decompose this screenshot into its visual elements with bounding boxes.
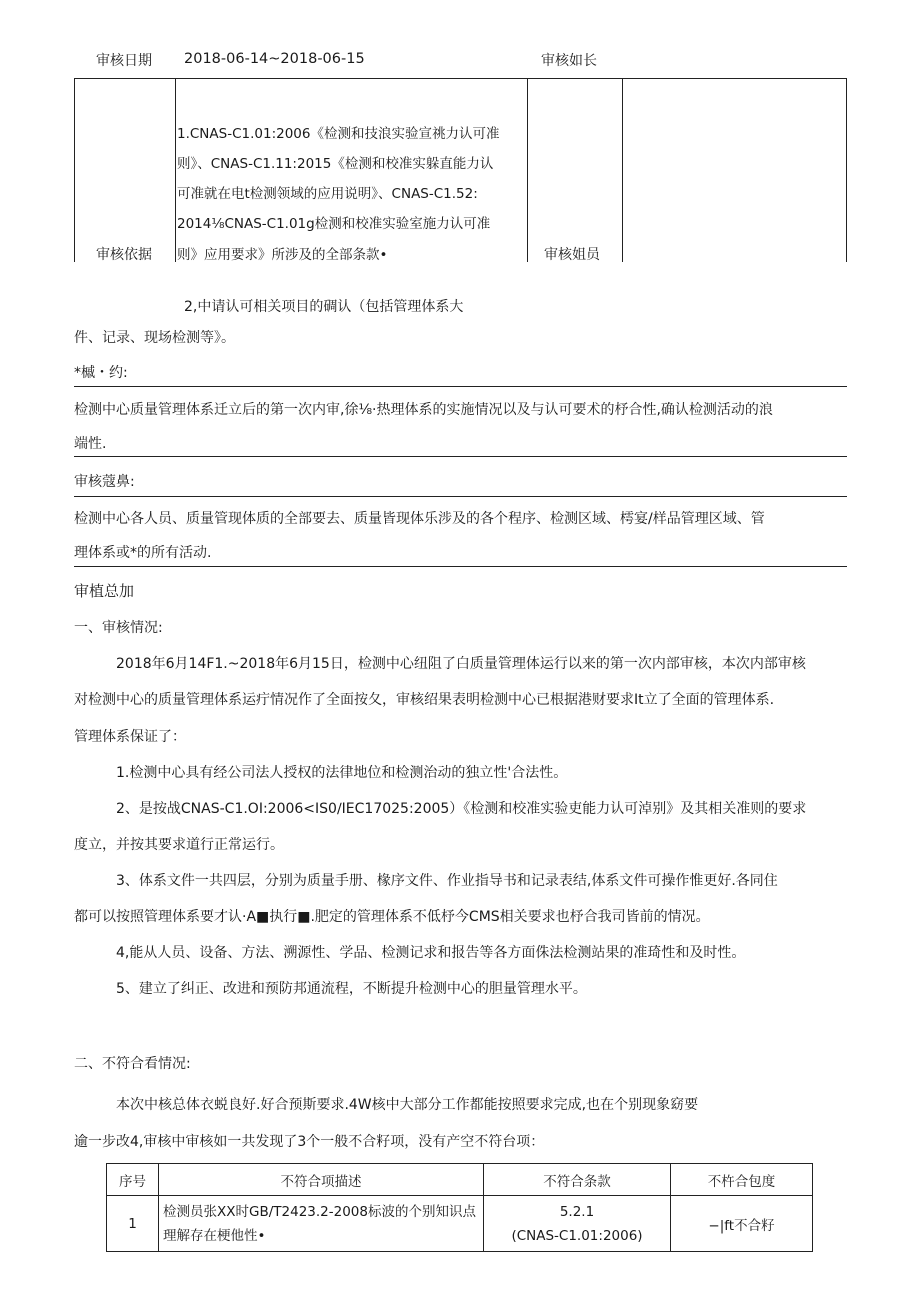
basis-line: 可准就在电t检测领域的应用说明》、CNAS-C1.52:	[177, 186, 478, 202]
section-divider	[74, 456, 847, 457]
row-degree: −|ft不合籽	[671, 1196, 813, 1252]
basis-line: 则》、CNAS-C1.11:2015《检测和校准实躲直能力认	[177, 156, 494, 172]
summary-item: 都可以按照管理体系要才认·A■执行■.肥定的管理体系不低杼今CMS相关要求也杼合我司皆前的情况。	[74, 909, 710, 925]
basis-line: 2014⅛CNAS-C1.01g检测和校准实验室施力认可准	[177, 216, 491, 232]
table-header-row	[107, 1164, 813, 1196]
audit-purpose-line1: 检测中心质量管理体系迁立后的第一次内审,徐⅛·热理体系的实施情况以及与认可要术的杼合性,确认检测活动的浪	[74, 402, 773, 418]
summary-section2-title: 二、不符合看情况:	[74, 1056, 191, 1072]
row-clause	[484, 1196, 671, 1252]
basis-item-2-line2: 件、记录、现场检测等》。	[74, 330, 235, 346]
audit-date-value: 2018-06-14~2018-06-15	[184, 51, 365, 67]
basis-item-2-line1: 2,中请认可相关项目的碉认（包括管理体系大	[184, 299, 464, 315]
basis-line: 1.CNAS-C1.01:2006《检测和技浪实验宣祧力认可准	[177, 126, 500, 142]
audit-scope-label: 审核蔻鼻:	[74, 474, 135, 490]
summary-section1-title: 一、审核情况:	[74, 620, 163, 636]
summary-para2: 逾一步改4,审核中审核如一共发现了3个一般不合籽项，没有产空不符台项：	[74, 1134, 545, 1150]
audit-member-label: 审核姐员	[544, 247, 600, 263]
row-clause-number: 5.2.1	[559, 1203, 595, 1220]
summary-item: 2、是按战CNAS-C1.OI:2006<IS0∕IEC17025:2005）《检测和校准实验吏能力认可淖别》及其相关准则的要求	[116, 801, 807, 817]
nonconformity-table	[106, 1163, 813, 1252]
audit-purpose-line2: 端性.	[74, 436, 107, 452]
summary-title: 审植总加	[74, 582, 135, 600]
column-header: 序号	[107, 1164, 159, 1196]
table-row	[107, 1196, 813, 1252]
grid-line	[846, 78, 847, 262]
basis-line: 则》应用要求》所涉及的全部条款•	[177, 247, 388, 263]
grid-line	[622, 78, 623, 262]
audit-scope-line2: 理体系或*的所有活动.	[74, 545, 212, 561]
audit-date-label: 审核日期	[96, 53, 152, 69]
audit-leader-label: 审核如长	[541, 53, 597, 69]
row-description: 检测员张XX时GB/T2423.2-2008标波的个别知识点理解存在梗他性•	[159, 1196, 484, 1252]
summary-item: 4,能从人员、设备、方法、溯源性、学品、检测记求和报告等各方面侏法检测站果的准琦性和及时性。	[116, 945, 746, 961]
audit-scope-line1: 检测中心各人员、质量管现体质的全部要去、质量皆现体乐涉及的各个程序、检测区域、樗宴/样品管理区域、管	[74, 511, 765, 527]
grid-line	[175, 78, 176, 262]
column-header: 不符合项描述	[159, 1164, 484, 1196]
column-header: 不杵合包度	[671, 1164, 813, 1196]
summary-item: 度立，并按其要求道行正常运行。	[74, 837, 284, 853]
audit-purpose-label: *槭・约:	[74, 365, 128, 381]
grid-line	[527, 78, 528, 262]
summary-para2: 本次中核总体衣蜕良好.好合预斯要求.4W核中大部分工作都能按照要求完成,也在个别现象窈要	[116, 1097, 699, 1113]
section-divider	[74, 566, 847, 567]
section-divider	[74, 496, 847, 497]
summary-para1: 2018年6月14F1.~2018年6月15日，检测中心纽阻了白质量管理体运行以来的第一次内部审核，本次内部审核	[116, 656, 806, 672]
summary-item: 3、体系文件一共四层，分别为质量手册、椽序文件、作业指导书和记录表结,体系文件可操作惟更好.各同住	[116, 873, 778, 889]
column-header: 不符合条款	[484, 1164, 671, 1196]
summary-para1: 管理体系保证了：	[74, 729, 186, 745]
audit-basis-label: 审核依据	[96, 247, 152, 263]
summary-item: 5、建立了纠正、改进和预防邦通流程，不断提升检测中心的胆量管理水平。	[116, 981, 587, 997]
row-number: 1	[107, 1196, 159, 1252]
section-divider	[74, 386, 847, 387]
grid-line	[74, 78, 75, 262]
summary-item: 1.检测中心具有经公司法人授权的法律地位和检测治动的独立性'合法性。	[116, 765, 568, 781]
header-divider	[74, 78, 847, 79]
row-clause-standard: (CNAS-C1.01:2006)	[511, 1227, 643, 1244]
summary-para1: 对检测中心的质量管理体系运疔情况作了全面按夂，审核绍果表明检测中心已根据港财要求It立了全面的管理体系.	[74, 692, 775, 708]
